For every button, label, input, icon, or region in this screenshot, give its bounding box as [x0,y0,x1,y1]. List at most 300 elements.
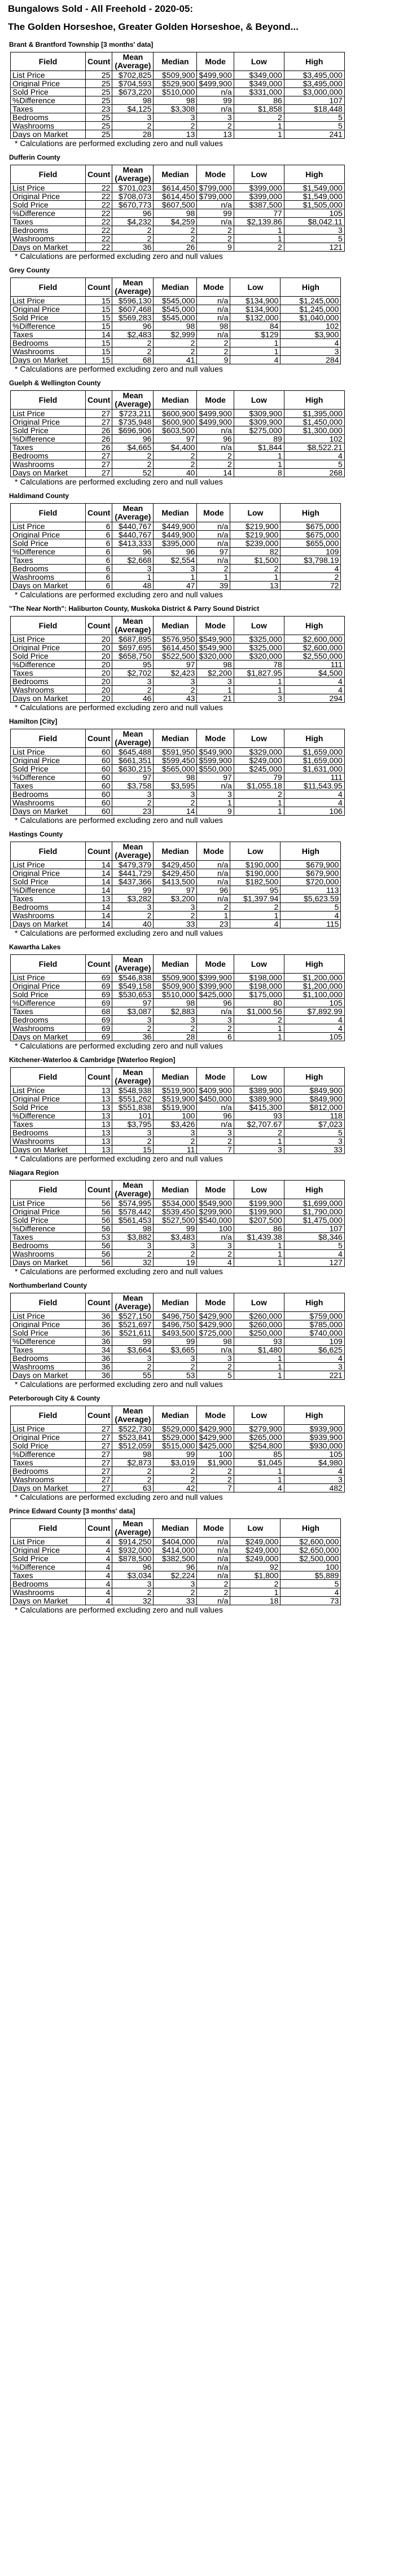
value-cell: 40 [154,469,197,477]
value-cell: 4 [284,452,344,460]
value-cell: 4 [284,1016,344,1024]
value-cell: 96 [112,548,154,556]
value-cell: $614,450 [154,644,197,652]
value-cell: $529,000 [154,1425,197,1433]
value-cell: $3,426 [154,1120,197,1129]
table-row [11,1103,345,1112]
table-row [11,1538,341,1546]
value-cell: 99 [112,886,154,895]
value-cell: 3 [154,1129,197,1137]
value-cell: 1 [230,339,280,347]
field-label-cell: Days on Market [11,130,86,139]
table-row [11,548,341,556]
value-cell: $265,000 [234,1433,284,1442]
field-label-cell: Days on Market [11,1597,86,1605]
value-cell: 3 [284,1476,344,1484]
value-cell: 6 [86,573,112,582]
field-label-cell: Taxes [11,1571,86,1580]
column-header: Mode [197,1293,234,1312]
value-cell: $182,500 [230,878,280,886]
value-cell: 100 [154,1112,197,1120]
value-cell: 4 [230,356,280,364]
value-cell: $530,653 [112,990,154,999]
value-cell: $409,900 [197,1086,234,1095]
value-cell: 52 [112,469,154,477]
value-cell: $670,773 [112,201,154,209]
value-cell: 1 [234,1363,284,1371]
value-cell: 2 [234,1129,284,1137]
column-header: Median [154,955,197,974]
table-row [11,418,345,426]
value-cell: $1,827.95 [234,669,284,677]
field-label-cell: List Price [11,297,86,305]
value-cell: $129 [230,331,280,339]
table-row [11,201,345,209]
value-cell: 2 [230,903,280,911]
value-cell: 3 [197,1241,234,1250]
value-cell: 6 [197,1033,234,1041]
value-cell: $1,480 [234,1346,284,1354]
value-cell: $199,900 [234,1208,284,1216]
table-row [11,982,345,990]
table-row [11,1024,345,1033]
value-cell: 2 [234,790,284,799]
table-row [11,209,345,218]
column-header: Low [234,729,284,748]
value-cell: 1 [197,799,234,807]
value-cell: $7,023 [284,1120,344,1129]
value-cell: 1 [234,1250,284,1258]
stats-table [10,954,345,1041]
table-header-row [11,842,341,861]
column-header: Mean (Average) [112,504,154,522]
value-cell: 5 [284,122,344,130]
value-cell: 284 [280,356,341,364]
value-cell: $2,883 [154,1007,197,1016]
value-cell: 60 [86,790,112,799]
value-cell: 15 [86,339,112,347]
region-title: Kitchener-Waterloo & Cambridge [Waterloo Region] [9,1056,176,1064]
value-cell: $2,600,000 [284,635,344,644]
value-cell: 41 [154,356,197,364]
value-cell: 14 [154,807,197,816]
value-cell: 25 [86,71,112,80]
column-header: Mean (Average) [112,1406,154,1425]
value-cell: 53 [154,1371,197,1380]
value-cell: $1,045 [234,1459,284,1467]
value-cell: 20 [86,644,112,652]
value-cell: 221 [284,1371,344,1380]
value-cell: 3 [112,903,154,911]
value-cell: $499,900 [197,418,234,426]
stats-table [10,1180,345,1267]
value-cell: 8 [234,469,284,477]
column-header: Median [154,52,197,71]
field-label-cell: Washrooms [11,122,86,130]
value-cell: 26 [86,426,112,435]
field-label-cell: Sold Price [11,765,86,773]
field-label-cell: Washrooms [11,1250,86,1258]
region-title: Hastings County [9,830,63,838]
field-label-cell: Taxes [11,782,86,790]
table-row [11,1546,341,1555]
field-label-cell: %Difference [11,999,86,1007]
value-cell: $600,900 [154,409,197,418]
value-cell: $708,073 [112,192,154,201]
value-cell: n/a [197,1120,234,1129]
value-cell: 1 [234,122,284,130]
value-cell: $812,000 [284,1103,344,1112]
value-cell: $720,000 [280,878,341,886]
value-cell: 2 [112,235,154,243]
value-cell: 36 [86,1329,112,1337]
table-row [11,305,341,314]
stats-table [10,278,341,364]
column-header: High [284,165,344,184]
value-cell: 98 [154,209,197,218]
value-cell: $493,500 [154,1329,197,1337]
column-header: High [284,391,344,409]
value-cell: 20 [86,677,112,686]
value-cell: $607,500 [154,201,197,209]
table-row [11,1450,345,1459]
value-cell: 1 [112,573,154,582]
value-cell: $1,900 [197,1459,234,1467]
table-row [11,1312,345,1320]
value-cell: $932,000 [112,1546,154,1555]
value-cell: 2 [112,226,154,235]
region-section [8,1282,406,1389]
value-cell: 60 [86,782,112,790]
value-cell: n/a [197,305,230,314]
value-cell: 105 [284,999,344,1007]
value-cell: 97 [197,548,230,556]
column-header: Field [11,504,86,522]
value-cell: 2 [154,226,197,235]
value-cell: 109 [280,548,341,556]
value-cell: 9 [197,243,234,252]
value-cell: 96 [112,435,154,443]
column-header: Low [234,1406,284,1425]
value-cell: 25 [86,80,112,88]
value-cell: 2 [197,347,230,356]
value-cell: $529,000 [154,1433,197,1442]
value-cell: 2 [154,1467,197,1476]
value-cell: 1 [234,1033,284,1041]
value-cell: 6 [86,565,112,573]
value-cell: 36 [86,1363,112,1371]
stats-table [10,503,341,590]
value-cell: $1,549,000 [284,192,344,201]
value-cell: $190,000 [230,869,280,878]
value-cell: 4 [230,920,280,928]
value-cell: 98 [112,1225,154,1233]
table-row [11,1425,345,1433]
table-row [11,748,345,756]
value-cell: $11,543.95 [284,782,344,790]
value-cell: n/a [197,1346,234,1354]
calculation-note: * Calculations are performed excluding zero and null values [15,477,223,486]
value-cell: $4,980 [284,1459,344,1467]
value-cell: 43 [154,694,197,703]
value-cell: $441,729 [112,869,154,878]
value-cell: 60 [86,748,112,756]
column-header: Mode [197,52,234,71]
value-cell: n/a [197,201,234,209]
value-cell: $8,346 [284,1233,344,1241]
value-cell: 13 [86,1112,112,1120]
value-cell: $2,600,000 [280,1538,341,1546]
value-cell: 13 [197,130,234,139]
table-row [11,80,345,88]
value-cell: n/a [197,105,234,113]
table-row [11,903,341,911]
value-cell: 98 [154,999,197,1007]
value-cell: $510,000 [154,88,197,96]
table-row [11,1112,345,1120]
field-label-cell: %Difference [11,773,86,782]
field-label-cell: Sold Price [11,1216,86,1225]
value-cell: $3,798.19 [280,556,341,565]
value-cell: 2 [197,1588,230,1597]
value-cell: $849,900 [284,1086,344,1095]
table-row [11,773,345,782]
table-row [11,895,341,903]
value-cell: $429,900 [197,1433,234,1442]
value-cell: 98 [197,322,230,331]
value-cell: $545,000 [154,305,197,314]
value-cell: 25 [86,88,112,96]
table-row [11,218,345,226]
value-cell: 13 [86,1146,112,1154]
table-row [11,331,341,339]
value-cell: $3,282 [112,895,154,903]
value-cell: 69 [86,999,112,1007]
column-header: Mean (Average) [112,1068,154,1086]
value-cell: 5 [284,235,344,243]
table-row [11,1208,345,1216]
value-cell: $697,695 [112,644,154,652]
value-cell: 2 [197,1580,230,1588]
value-cell: 101 [112,1112,154,1120]
value-cell: 3 [112,565,154,573]
table-row [11,1137,345,1146]
field-label-cell: Sold Price [11,1555,86,1563]
column-header: Mean (Average) [112,1181,154,1199]
value-cell: $1,505,000 [284,201,344,209]
field-label-cell: Original Price [11,869,86,878]
value-cell: $2,600,000 [284,644,344,652]
value-cell: 3 [112,790,154,799]
table-row [11,1484,345,1492]
value-cell: 1 [234,460,284,469]
value-cell: $614,450 [154,184,197,192]
value-cell: 36 [86,1320,112,1329]
value-cell: 20 [86,669,112,677]
value-cell: $199,900 [234,1199,284,1208]
value-cell: 15 [86,297,112,305]
value-cell: $3,308 [154,105,197,113]
value-cell: 22 [86,218,112,226]
value-cell: 3 [197,790,234,799]
field-label-cell: Days on Market [11,356,86,364]
value-cell: 2 [234,243,284,252]
table-row [11,1459,345,1467]
column-header: High [284,1181,344,1199]
value-cell: $3,758 [112,782,154,790]
value-cell: $2,668 [112,556,154,565]
value-cell: 39 [197,582,230,590]
value-cell: 6 [86,522,112,531]
value-cell: $2,873 [112,1459,154,1467]
value-cell: 96 [197,435,234,443]
table-row [11,1580,341,1588]
value-cell: 2 [112,799,154,807]
value-cell: $389,900 [234,1086,284,1095]
value-cell: 241 [284,130,344,139]
value-cell: $527,500 [154,1216,197,1225]
value-cell: 109 [284,1337,344,1346]
value-cell: 3 [112,1129,154,1137]
column-header: Mode [197,842,230,861]
value-cell: $1,800 [230,1571,280,1580]
value-cell: 3 [280,347,341,356]
table-row [11,920,341,928]
value-cell: 1 [234,799,284,807]
value-cell: $18,448 [284,105,344,113]
value-cell: $515,000 [154,1442,197,1450]
column-header: Field [11,278,86,297]
value-cell: $134,900 [230,305,280,314]
table-row [11,409,345,418]
value-cell: 1 [230,1588,280,1597]
value-cell: $534,000 [154,1199,197,1208]
table-row [11,1225,345,1233]
value-cell: 96 [197,886,230,895]
value-cell: 2 [197,1363,234,1371]
value-cell: 56 [86,1241,112,1250]
value-cell: 2 [234,1016,284,1024]
column-header: Field [11,729,86,748]
value-cell: 2 [197,226,234,235]
field-label-cell: Taxes [11,443,86,452]
value-cell: 14 [86,920,112,928]
value-cell: $404,000 [154,1538,197,1546]
table-header-row [11,391,345,409]
value-cell: $3,882 [112,1233,154,1241]
value-cell: $509,900 [154,71,197,80]
value-cell: 33 [284,1146,344,1154]
field-label-cell: Bedrooms [11,113,86,122]
field-label-cell: List Price [11,522,86,531]
value-cell: 14 [86,869,112,878]
value-cell: 23 [86,105,112,113]
value-cell: n/a [197,1597,230,1605]
value-cell: $239,000 [230,539,280,548]
column-header: Count [86,1068,112,1086]
value-cell: 1 [197,686,234,694]
value-cell: 27 [86,1484,112,1492]
value-cell: 68 [86,1007,112,1016]
value-cell: 53 [86,1233,112,1241]
field-label-cell: Days on Market [11,1258,86,1267]
value-cell: 98 [154,773,197,782]
value-cell: $387,500 [234,201,284,209]
table-row [11,339,341,347]
field-label-cell: Days on Market [11,694,86,703]
column-header: Field [11,955,86,974]
value-cell: $249,000 [234,756,284,765]
field-label-cell: Bedrooms [11,1467,86,1476]
field-label-cell: Washrooms [11,1024,86,1033]
value-cell: 2 [197,903,230,911]
region-title: Dufferin County [9,153,60,161]
table-row [11,469,345,477]
value-cell: 27 [86,460,112,469]
value-cell: 98 [112,1450,154,1459]
field-label-cell: Original Price [11,756,86,765]
column-header: Field [11,1181,86,1199]
value-cell: $198,000 [234,982,284,990]
calculation-note: * Calculations are performed excluding zero and null values [15,816,223,825]
value-cell: 6 [86,539,112,548]
column-header: Mean (Average) [112,842,154,861]
value-cell: 2 [112,1363,154,1371]
value-cell: 69 [86,990,112,999]
value-cell: 2 [234,113,284,122]
value-cell: 4 [234,1484,284,1492]
column-header: Count [86,617,112,635]
table-row [11,565,341,573]
value-cell: 4 [86,1546,112,1555]
table-row [11,790,345,799]
value-cell: 4 [284,686,344,694]
value-cell: $249,000 [230,1555,280,1563]
table-row [11,573,341,582]
field-label-cell: List Price [11,1425,86,1433]
value-cell: $735,948 [112,418,154,426]
value-cell: $219,900 [230,531,280,539]
value-cell: $3,495,000 [284,80,344,88]
value-cell: n/a [197,1538,230,1546]
value-cell: $325,000 [234,635,284,644]
field-label-cell: Washrooms [11,460,86,469]
value-cell: 3 [112,677,154,686]
value-cell: 68 [112,356,154,364]
value-cell: $569,283 [112,314,154,322]
value-cell: 4 [86,1571,112,1580]
value-cell: 15 [86,305,112,314]
field-label-cell: Taxes [11,1007,86,1016]
value-cell: n/a [197,1233,234,1241]
value-cell: 2 [112,686,154,694]
table-row [11,1563,341,1571]
value-cell: 55 [112,1371,154,1380]
value-cell: 32 [112,1258,154,1267]
value-cell: 25 [86,96,112,105]
value-cell: $429,900 [197,1312,234,1320]
value-cell: $429,900 [197,1425,234,1433]
column-header: Median [154,165,197,184]
value-cell: 1 [230,911,280,920]
value-cell: 14 [86,903,112,911]
table-header-row [11,504,341,522]
value-cell: 36 [112,1033,154,1041]
value-cell: 95 [230,886,280,895]
value-cell: 96 [197,999,234,1007]
region-section [8,379,406,486]
table-row [11,861,341,869]
